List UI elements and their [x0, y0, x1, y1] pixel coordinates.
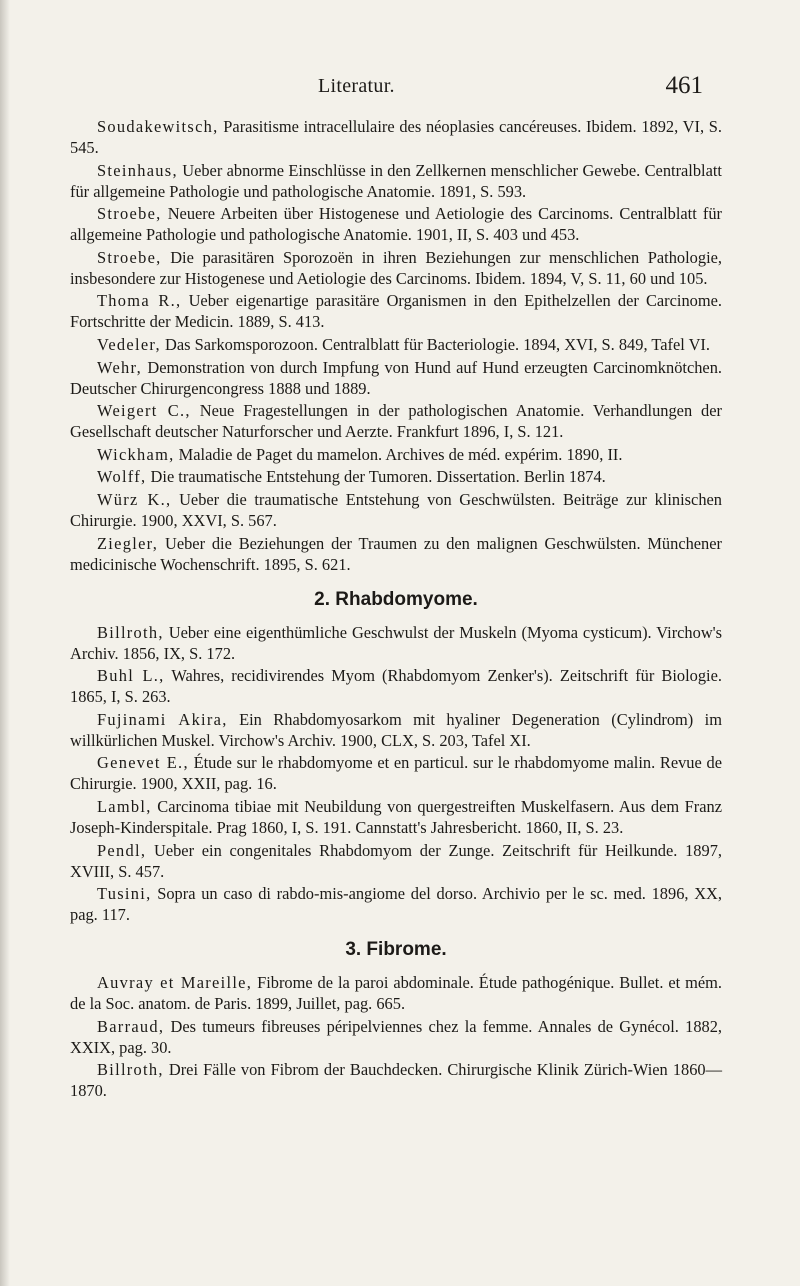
reference-author: Würz K.,: [97, 489, 172, 509]
reference-text: Ueber eigenartige parasitäre Organismen in den Epithelzellen der Carcinome. Fortschritte der Medicin. 1889, S. 413.: [70, 291, 722, 332]
reference-text: Demonstration von durch Impfung von Hund auf Hund erzeugten Carcinomknötchen. Deutscher Chirurgencongress 1888 und 1889.: [70, 357, 722, 398]
reference-author: Barraud,: [97, 1016, 165, 1036]
running-title: Literatur.: [318, 75, 395, 97]
bibliography-section: [70, 589, 722, 926]
reference-author: Wehr,: [97, 357, 143, 377]
reference-author: Stroebe,: [97, 204, 162, 224]
reference-text: Neuere Arbeiten über Histogenese und Aetiologie des Carcinoms. Centralblatt für allgemeine Pathologie und pathologische Anatomie. 1901, II, S. 403 und 453.: [70, 204, 722, 245]
reference-entry: [70, 1059, 722, 1101]
bibliography-section: [70, 939, 722, 1101]
reference-entry: [70, 752, 722, 794]
section-heading: 3. Fibrome.: [345, 939, 447, 961]
reference-text: Neue Fragestellungen in der pathologischen Anatomie. Verhandlungen der Gesellschaft deutscher Naturforscher und Aerzte. Frankfurt 1896, I, S. 121.: [70, 401, 722, 442]
reference-entry: [70, 290, 722, 332]
reference-text: Maladie de Paget du mamelon. Archives de méd. expérim. 1890, II.: [178, 444, 623, 464]
reference-text: Étude sur le rhabdomyome et en particul. sur le rhabdomyome malin. Revue de Chirurgie. 1900, XXII, pag. 16.: [70, 753, 722, 794]
reference-text: Ueber die Beziehungen der Traumen zu den malignen Geschwülsten. Münchener medicinische Wochenschrift. 1895, S. 621.: [70, 533, 722, 574]
reference-author: Pendl,: [97, 840, 147, 860]
reference-author: Buhl L.,: [97, 666, 165, 686]
reference-author: Billroth,: [97, 1060, 164, 1080]
reference-text: Ueber eine eigenthümliche Geschwulst der Muskeln (Myoma cysticum). Virchow's Archiv. 1856, IX, S. 172.: [70, 622, 722, 663]
reference-text: Die parasitären Sporozoën in ihren Beziehungen zur menschlichen Pathologie, insbesondere zur Histogenese und Aetiologie des Carcinoms. Ibidem. 1894, V, S. 11, 60 und 105.: [70, 247, 722, 288]
reference-author: Billroth,: [97, 622, 164, 642]
reference-text: Ueber die traumatische Entstehung von Geschwülsten. Beiträge zur klinischen Chirurgie. 1900, XXVI, S. 567.: [70, 489, 722, 530]
bibliography: [70, 116, 722, 1103]
reference-entry: [70, 203, 722, 245]
reference-author: Fujinami Akira,: [97, 709, 228, 729]
reference-text: Die traumatische Entstehung der Tumoren. Dissertation. Berlin 1874.: [150, 467, 606, 487]
reference-entry: [70, 466, 722, 487]
reference-entry: [70, 622, 722, 664]
reference-author: Soudakewitsch,: [97, 117, 219, 136]
reference-author: Wickham,: [97, 444, 175, 464]
reference-entry: [70, 883, 722, 925]
reference-entry: [70, 160, 722, 202]
reference-text: Wahres, recidivirendes Myom (Rhabdomyom Zenker's). Zeitschrift für Biologie. 1865, I, S. 263.: [70, 666, 722, 707]
reference-author: Weigert C.,: [97, 401, 191, 421]
reference-text: Des tumeurs fibreuses péripelviennes chez la femme. Annales de Gynécol. 1882, XXIX, pag. 30.: [70, 1016, 722, 1057]
reference-text: Ueber abnorme Einschlüsse in den Zellkernen menschlicher Gewebe. Centralblatt für allgemeine Pathologie und pathologische Anatomie. 1891, S. 593.: [70, 160, 722, 201]
reference-author: Thoma R.,: [97, 291, 182, 311]
reference-entry: [70, 840, 722, 882]
reference-text: Parasitisme intracellulaire des néoplasies cancéreuses. Ibidem. 1892, VI, S. 545.: [70, 117, 722, 157]
reference-entry: [70, 116, 722, 158]
reference-author: Wolff,: [97, 467, 147, 487]
reference-text: Carcinoma tibiae mit Neubildung von quergestreiften Muskelfasern. Aus dem Franz Joseph-Kinderspitale. Prag 1860, I, S. 191. Cannstatt's Jahresbericht. 1860, II, S. 23.: [70, 796, 722, 837]
reference-entry: [70, 489, 722, 531]
reference-text: Sopra un caso di rabdo-mis-angiome del dorso. Archivio per le sc. med. 1896, XX, pag. 117.: [70, 884, 722, 925]
reference-entry: [70, 796, 722, 838]
reference-author: Ziegler,: [97, 533, 159, 553]
reference-author: Vedeler,: [97, 334, 161, 354]
bibliography-section: [70, 116, 722, 575]
reference-entry: [70, 709, 722, 751]
reference-entry: [70, 357, 722, 399]
page-header: [0, 72, 800, 102]
reference-entry: [70, 972, 722, 1014]
reference-author: Genevet E.,: [97, 753, 189, 773]
reference-entry: [70, 665, 722, 707]
reference-entry: [70, 400, 722, 442]
reference-author: Stroebe,: [97, 247, 162, 267]
page-gutter-shadow: [0, 0, 10, 1286]
reference-entry: [70, 247, 722, 289]
reference-entry: [70, 533, 722, 575]
reference-text: Ueber ein congenitales Rhabdomyom der Zunge. Zeitschrift für Heilkunde. 1897, XVIII, S. 457.: [70, 840, 722, 881]
reference-entry: [70, 444, 722, 465]
reference-author: Lambl,: [97, 796, 152, 816]
reference-entry: [70, 1016, 722, 1058]
reference-author: Auvray et Mareille,: [97, 973, 253, 993]
reference-text: Fibrome de la paroi abdominale. Étude pathogénique. Bullet. et mém. de la Soc. anatom. de Paris. 1899, Juillet, pag. 665.: [70, 973, 722, 1014]
reference-entry: [70, 334, 722, 355]
reference-author: Tusini,: [97, 884, 152, 904]
reference-author: Steinhaus,: [97, 160, 178, 180]
reference-text: Das Sarkomsporozoon. Centralblatt für Bacteriologie. 1894, XVI, S. 849, Tafel VI.: [165, 334, 710, 354]
reference-text: Drei Fälle von Fibrom der Bauchdecken. Chirurgische Klinik Zürich-Wien 1860—1870.: [70, 1060, 722, 1101]
page-number: 461: [665, 72, 703, 99]
reference-text: Ein Rhabdomyosarkom mit hyaliner Degeneration (Cylindrom) im willkürlichen Muskel. Virchow's Archiv. 1900, CLX, S. 203, Tafel XI.: [70, 709, 722, 750]
section-heading: 2. Rhabdomyome.: [314, 588, 478, 610]
